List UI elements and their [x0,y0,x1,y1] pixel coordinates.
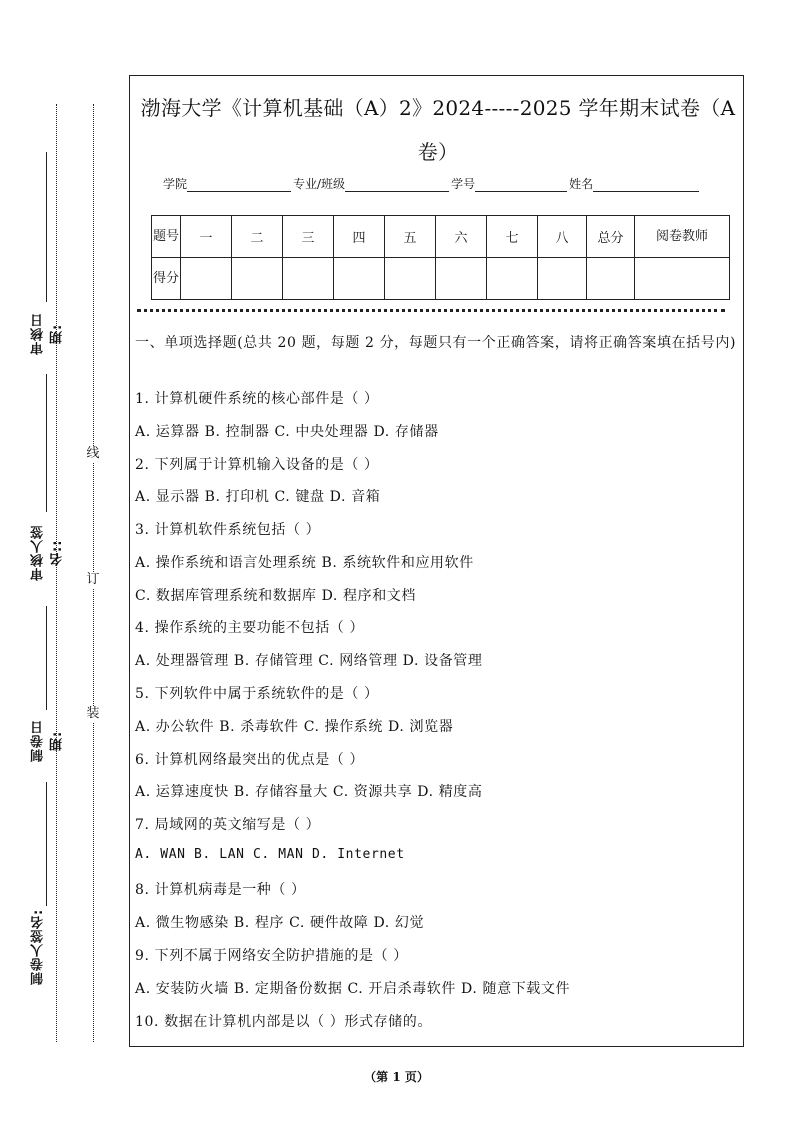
exam-title [138,86,738,174]
major-class-field[interactable] [345,177,449,192]
score-cell[interactable] [232,258,283,300]
question-line: 10. 数据在计算机内部是以（ ）形式存储的。 [135,1014,432,1030]
score-table-header-row [152,216,730,258]
options-line: A. 运算器 B. 控制器 C. 中央处理器 D. 存储器 [135,424,439,440]
section1-heading: 一、单项选择题(总共 20 题，每题 2 分，每题只有一个正确答案，请将正确答案填在括号内) [135,335,737,351]
dotted-separator [137,309,725,312]
seal-char-bind: 订 [86,572,100,587]
options-line: A. 办公软件 B. 杀毒软件 C. 操作系统 D. 浏览器 [135,719,454,735]
student-id-label: 学号 [451,177,476,191]
total-score-header: 总分 [587,216,635,258]
score-cell[interactable] [487,258,538,300]
col-header: 二 [232,216,283,258]
question-line: 2. 下列属于计算机输入设备的是（ ） [135,457,379,473]
score-cell[interactable] [436,258,487,300]
score-cell[interactable] [283,258,334,300]
paper-date-label: 制卷日期: [29,710,49,772]
options-line: C. 数据库管理系统和数据库 D. 程序和文档 [135,588,416,604]
reviewer-signature-label: 审核人签名:: [29,512,49,594]
col-header: 四 [334,216,385,258]
paper-maker-underline [46,782,47,906]
college-field[interactable] [187,177,291,192]
col-header: 六 [436,216,487,258]
page-footer: （第 1 页） [364,1070,429,1084]
grader-header: 阅卷教师 [635,216,730,258]
col-header: 八 [538,216,587,258]
col-header: 三 [283,216,334,258]
score-table-score-row [152,258,730,300]
total-score-cell[interactable] [587,258,635,300]
score-cell[interactable] [334,258,385,300]
name-label: 姓名 [569,177,594,191]
question-number-label: 题号 [152,216,181,258]
student-id-field[interactable] [475,177,567,192]
question-line: 4. 操作系统的主要功能不包括（ ） [135,620,365,636]
options-line: A. 操作系统和语言处理系统 B. 系统软件和应用软件 [135,555,474,571]
col-header: 五 [385,216,436,258]
options-line: A. 处理器管理 B. 存储管理 C. 网络管理 D. 设备管理 [135,653,483,669]
col-header: 七 [487,216,538,258]
reviewer-signature-underline [46,374,47,512]
seal-char-install: 装 [86,706,100,721]
options-line: A. WAN B. LAN C. MAN D. Internet [135,847,405,862]
review-date-underline [46,152,47,302]
question-line: 3. 计算机软件系统包括（ ） [135,522,321,538]
student-info-row [163,172,723,192]
paper-date-underline [46,606,47,710]
question-line: 6. 计算机网络最突出的优点是（ ） [135,752,365,768]
name-field[interactable] [593,177,699,192]
review-dotted-line [56,104,57,1042]
grader-cell[interactable] [635,258,730,300]
question-line: 7. 局域网的英文缩写是（ ） [135,817,321,833]
score-cell[interactable] [181,258,232,300]
score-table [151,215,730,300]
seal-char-line: 线 [86,446,100,461]
options-line: A. 微生物感染 B. 程序 C. 硬件故障 D. 幻觉 [135,915,425,931]
paper-maker-signature-label: 制卷人签名: [29,906,49,988]
options-line: A. 安装防火墙 B. 定期备份数据 C. 开启杀毒软件 D. 随意下载文件 [135,981,571,997]
exam-title-line2: 卷） [417,140,459,164]
score-cell[interactable] [385,258,436,300]
question-line: 5. 下列软件中属于系统软件的是（ ） [135,686,379,702]
options-line: A. 运算速度快 B. 存储容量大 C. 资源共享 D. 精度高 [135,784,483,800]
question-line: 8. 计算机病毒是一种（ ） [135,882,306,898]
options-line: A. 显示器 B. 打印机 C. 键盘 D. 音箱 [135,489,381,505]
review-date-label: 审核日期: [29,303,49,365]
question-line: 9. 下列不属于网络安全防护措施的是（ ） [135,948,408,964]
score-label: 得分 [152,258,181,300]
major-class-label: 专业/班级 [293,177,346,191]
question-line: 1. 计算机硬件系统的核心部件是（ ） [135,391,379,407]
college-label: 学院 [163,177,188,191]
col-header: 一 [181,216,232,258]
score-cell[interactable] [538,258,587,300]
exam-title-line1: 渤海大学《计算机基础（A）2》2024-----2025 学年期末试卷（A [140,96,736,120]
